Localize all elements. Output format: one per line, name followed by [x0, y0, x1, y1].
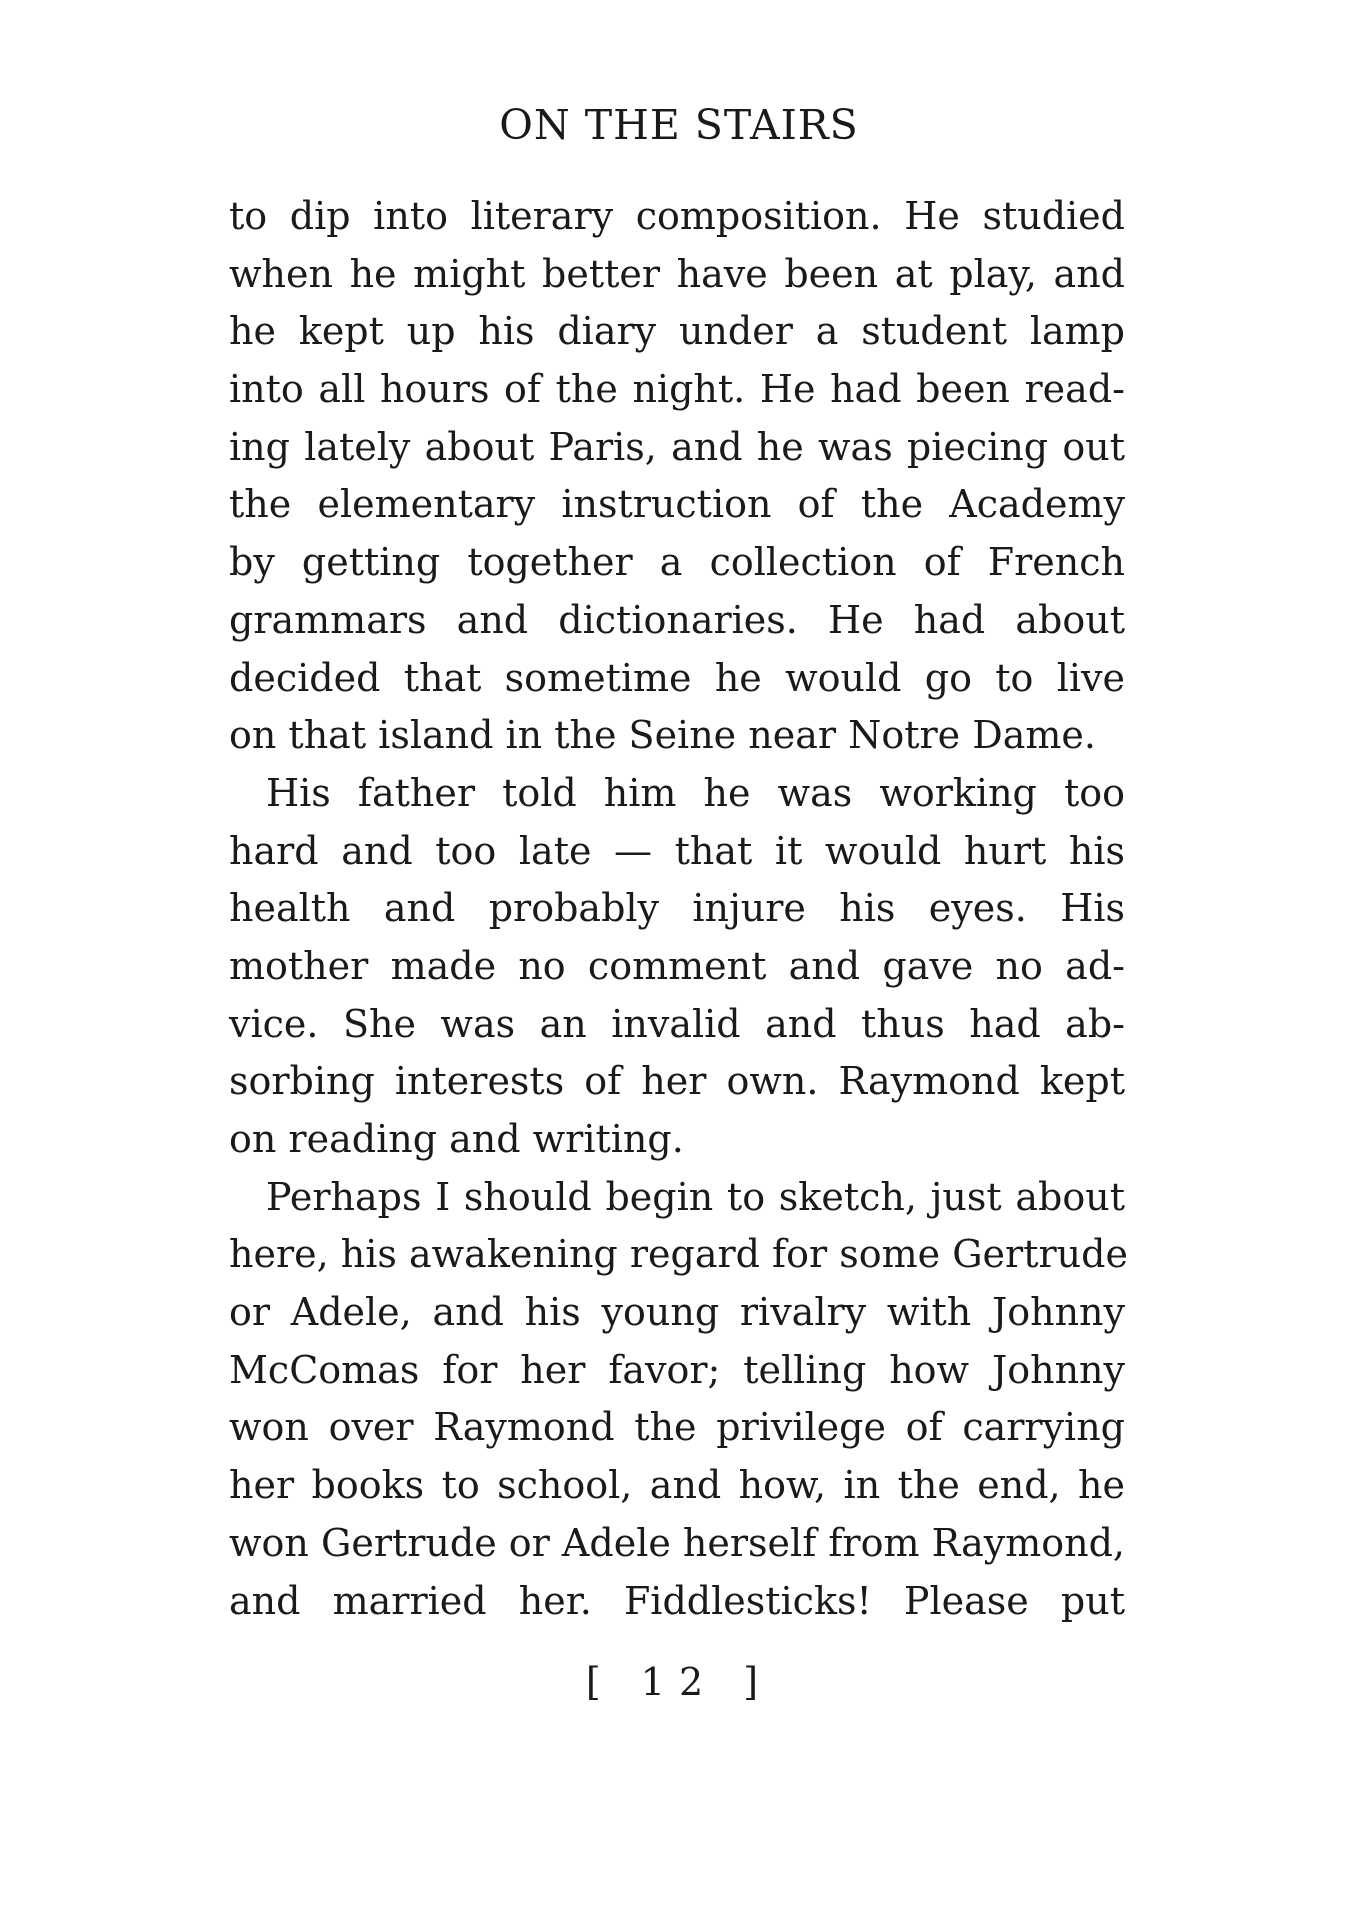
text-line: His father told him he was working too [266, 770, 1125, 815]
text-line: decided that sometime he would go to live [229, 655, 1125, 700]
text-line: when he might better have been at play, and [229, 251, 1125, 296]
paragraph-3 [229, 1169, 1128, 1631]
paragraph-1 [229, 188, 1125, 765]
text-line: grammars and dictionaries. He had about [229, 597, 1125, 642]
text-line: hard and too late — that it would hurt his [229, 828, 1125, 873]
page-number: [ 12 ] [585, 1660, 773, 1704]
text-line: here, his awakening regard for some Gertrude [229, 1232, 1128, 1277]
text-line: he kept up his diary under a student lamp [229, 309, 1125, 354]
text-line: sorbing interests of her own. Raymond kept [229, 1059, 1125, 1104]
text-line: health and probably injure his eyes. His [229, 886, 1125, 931]
text-line: by getting together a collection of French [229, 540, 1125, 585]
text-line: Perhaps I should begin to sketch, just about [266, 1174, 1125, 1219]
text-line: to dip into literary composition. He studied [229, 194, 1125, 238]
text-line: her books to school, and how, in the end, he [229, 1463, 1125, 1508]
text-line: into all hours of the night. He had been read- [229, 367, 1125, 412]
text-line: on that island in the Seine near Notre Dame. [229, 713, 1096, 758]
text-line: mother made no comment and gave no ad- [229, 943, 1125, 988]
text-line: won Gertrude or Adele herself from Raymond, [229, 1520, 1125, 1565]
running-head: ON THE STAIRS [499, 101, 859, 149]
text-line: or Adele, and his young rivalry with Johnny [229, 1290, 1125, 1335]
text-line: McComas for her favor; telling how Johnny [229, 1347, 1125, 1392]
text-line: vice. She was an invalid and thus had ab- [229, 1001, 1125, 1046]
body-text [229, 188, 1128, 1630]
text-line: and married her. Fiddlesticks! Please put [229, 1578, 1125, 1623]
paragraph-2 [229, 765, 1125, 1169]
text-line: the elementary instruction of the Academy [229, 482, 1125, 527]
text-line: won over Raymond the privilege of carrying [229, 1405, 1125, 1450]
text-line: ing lately about Paris, and he was piecing out [229, 424, 1125, 469]
text-line: on reading and writing. [229, 1117, 684, 1161]
